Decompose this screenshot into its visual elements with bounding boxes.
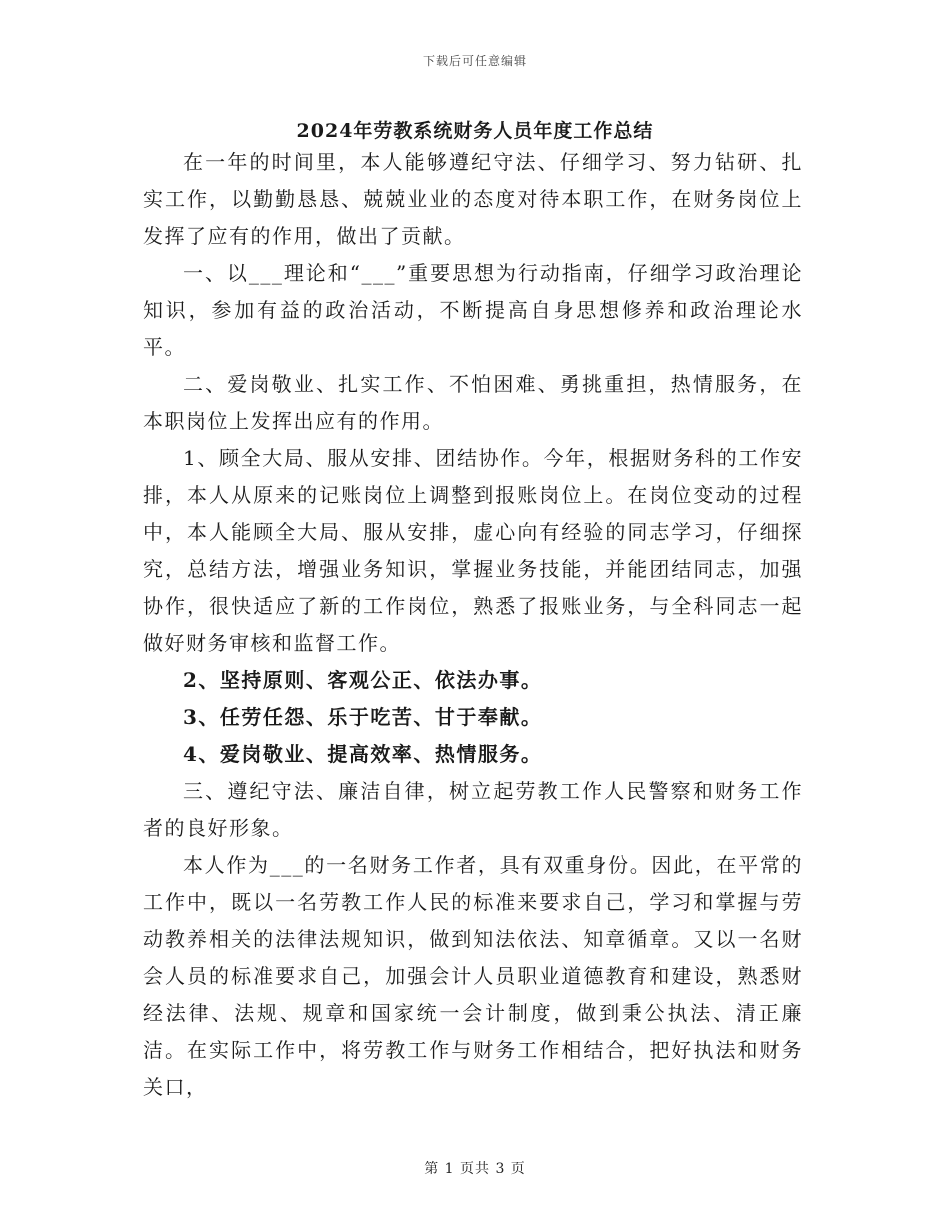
page-number: 第 1 页共 3 页 [424,1161,526,1177]
paragraph-item-1: 1、顾全大局、服从安排、团结协作。今年，根据财务科的工作安排，本人从原来的记账岗位上调整到报账岗位上。在岗位变动的过程中，本人能顾全大局、服从安排，虚心向有经验的同志学习，仔细探究，总结方法，增强业务知识，掌握业务技能，并能团结同志，加强协作，很快适应了新的工作岗位，熟悉了报账业务，与全科同志一起做好财务审核和监督工作。 [143,446,803,655]
paragraph-section-3: 三、遵纪守法、廉洁自律，树立起劳教工作人民警察和财务工作者的良好形象。 [143,779,803,840]
paragraph-section-3-body: 本人作为___的一名财务工作者，具有双重身份。因此，在平常的工作中，既以一名劳教工作人民的标准来要求自己，学习和掌握与劳动教养相关的法律法规知识，做到知法依法、知章循章。又以一名财会人员的标准要求自己，加强会计人员职业道德教育和建设，熟悉财经法律、法规、规章和国家统一会计制度，做到秉公执法、清正廉洁。在实际工作中，将劳教工作与财务工作相结合，把好执法和财务关口， [143,853,803,1099]
paragraph-section-2: 二、爱岗敬业、扎实工作、不怕困难、勇挑重担，热情服务，在本职岗位上发挥出应有的作用。 [143,372,803,433]
paragraph-section-1: 一、以___理论和“___”重要思想为行动指南，仔细学习政治理论知识，参加有益的政治活动，不断提高自身思想修养和政治理论水平。 [143,261,803,359]
document-title: 2024年劳教系统财务人员年度工作总结 [296,120,654,142]
paragraph-item-4: 4、爱岗敬业、提高效率、热情服务。 [183,742,543,766]
document-body [143,144,803,1106]
paragraph-item-3: 3、任劳任怨、乐于吃苦、甘于奉献。 [183,705,543,729]
paragraph-intro: 在一年的时间里，本人能够遵纪守法、仔细学习、努力钻研、扎实工作，以勤勤恳恳、兢兢业业的态度对待本职工作，在财务岗位上发挥了应有的作用，做出了贡献。 [143,150,803,248]
paragraph-item-2: 2、坚持原则、客观公正、依法办事。 [183,668,543,692]
page-header-note: 下载后可任意编辑 [422,54,527,68]
